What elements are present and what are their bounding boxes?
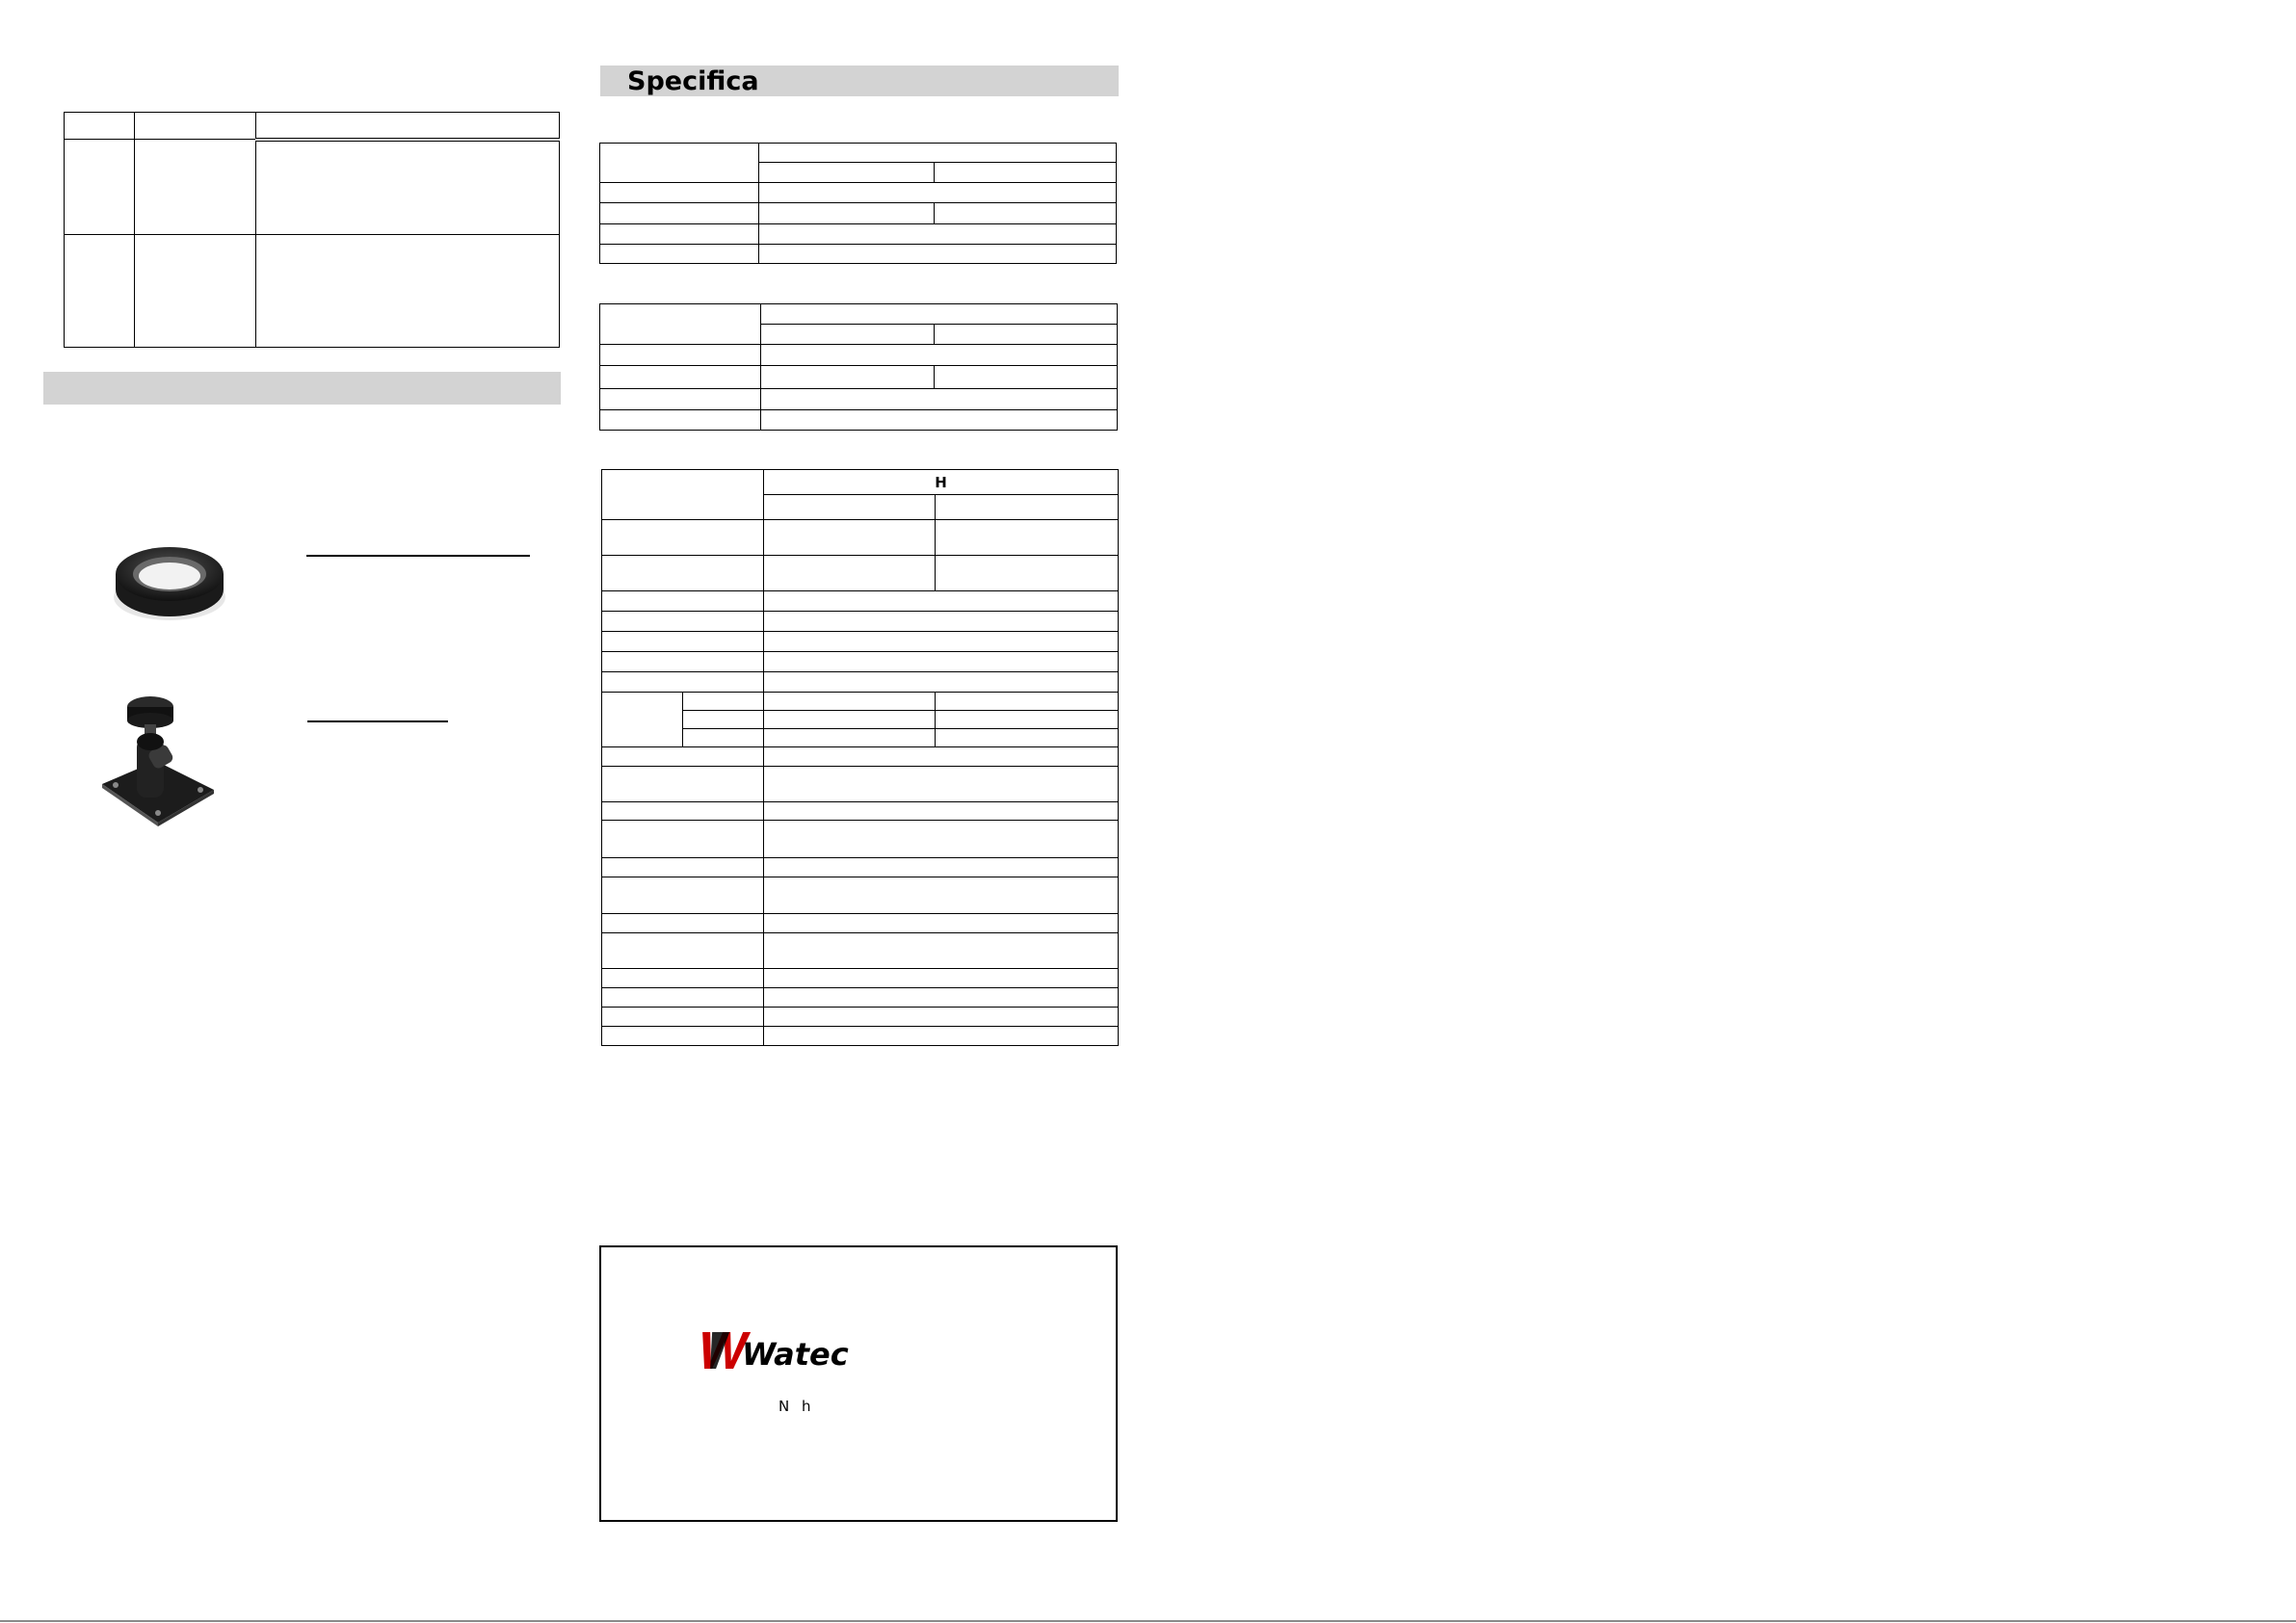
table-cell [936, 711, 1119, 729]
table-cell [764, 556, 936, 591]
watec-logo [692, 1328, 849, 1373]
table-cell [683, 729, 764, 747]
left-top-table [64, 112, 560, 348]
table-cell [764, 747, 1119, 767]
spec-header-band [600, 65, 1119, 96]
table-cell [764, 520, 936, 556]
table-cell [764, 988, 1119, 1008]
table-cell [764, 1027, 1119, 1046]
table-cell [759, 245, 1117, 264]
table-cell [256, 113, 560, 140]
table-cell [135, 235, 256, 348]
table-cell [936, 693, 1119, 711]
table-cell [764, 612, 1119, 632]
table-cell [600, 245, 759, 264]
table-cell [135, 140, 256, 235]
table-cell [935, 163, 1117, 183]
table-cell [764, 711, 936, 729]
table-cell [602, 969, 764, 988]
table-cell [935, 366, 1118, 389]
table-cell [764, 591, 1119, 612]
table-cell [600, 144, 759, 183]
table-cell [602, 470, 764, 520]
table-cell [761, 345, 1118, 366]
table-cell [602, 672, 764, 693]
table-cell [761, 366, 935, 389]
table-cell [602, 652, 764, 672]
table-cell [600, 366, 761, 389]
table-cell [600, 345, 761, 366]
watec-logo-wordmark: Watec [742, 1336, 849, 1373]
table-cell [683, 711, 764, 729]
table-cell [764, 877, 1119, 914]
spec-table-2 [599, 303, 1118, 431]
table-cell [256, 140, 560, 235]
page-bottom-rule [0, 1620, 2296, 1622]
table-cell [602, 767, 764, 802]
table-cell [600, 224, 759, 245]
table-cell [602, 988, 764, 1008]
table-cell [602, 914, 764, 933]
table-cell [759, 224, 1117, 245]
table-cell [602, 858, 764, 877]
table-cell [65, 113, 135, 140]
table-cell [764, 914, 1119, 933]
accessories-section-band [43, 372, 561, 405]
table-cell [602, 632, 764, 652]
table-cell [600, 203, 759, 224]
table-cell [602, 1027, 764, 1046]
table-cell [764, 802, 1119, 821]
table-cell [761, 389, 1118, 410]
table-cell [764, 729, 936, 747]
mounting-bracket-image [92, 690, 218, 826]
table-cell [935, 203, 1117, 224]
table-cell [764, 672, 1119, 693]
column-header-letter: H [764, 470, 1119, 495]
table-cell [759, 144, 1117, 163]
table-cell [764, 933, 1119, 969]
table-cell [602, 877, 764, 914]
table-cell [764, 495, 936, 520]
table-cell [764, 821, 1119, 858]
table-cell [764, 969, 1119, 988]
table-cell [936, 495, 1119, 520]
table-cell [602, 1008, 764, 1027]
table-cell [600, 410, 761, 431]
table-cell [936, 520, 1119, 556]
lens-adapter-ring-image [108, 536, 231, 624]
ring-caption-underline [306, 555, 530, 557]
table-cell [65, 140, 135, 235]
spec-title: Specifica [627, 66, 759, 96]
table-cell [936, 729, 1119, 747]
spec-table-1 [599, 143, 1117, 264]
bracket-caption-underline [307, 720, 448, 722]
table-cell [602, 747, 764, 767]
brand-subtext: N h [779, 1398, 815, 1415]
table-cell [761, 410, 1118, 431]
table-cell [600, 304, 761, 345]
table-cell [602, 802, 764, 821]
table-cell [759, 183, 1117, 203]
table-cell [602, 556, 764, 591]
table-cell [602, 520, 764, 556]
table-cell [683, 693, 764, 711]
table-cell [761, 325, 935, 345]
table-cell [602, 612, 764, 632]
table-cell [602, 591, 764, 612]
table-cell [256, 235, 560, 348]
table-cell [764, 1008, 1119, 1027]
table-cell [764, 652, 1119, 672]
table-cell [602, 933, 764, 969]
table-cell [600, 389, 761, 410]
table-cell [135, 113, 256, 140]
table-cell [764, 858, 1119, 877]
table-cell [935, 325, 1118, 345]
spec-table-3 [601, 469, 1119, 1046]
table-cell [602, 821, 764, 858]
table-cell [936, 556, 1119, 591]
table-cell [764, 632, 1119, 652]
brand-box [599, 1245, 1118, 1522]
table-cell [764, 693, 936, 711]
table-cell [761, 304, 1118, 325]
table-cell [764, 767, 1119, 802]
table-cell [600, 183, 759, 203]
table-cell [602, 693, 683, 747]
table-cell [759, 203, 935, 224]
table-cell [759, 163, 935, 183]
table-cell [65, 235, 135, 348]
